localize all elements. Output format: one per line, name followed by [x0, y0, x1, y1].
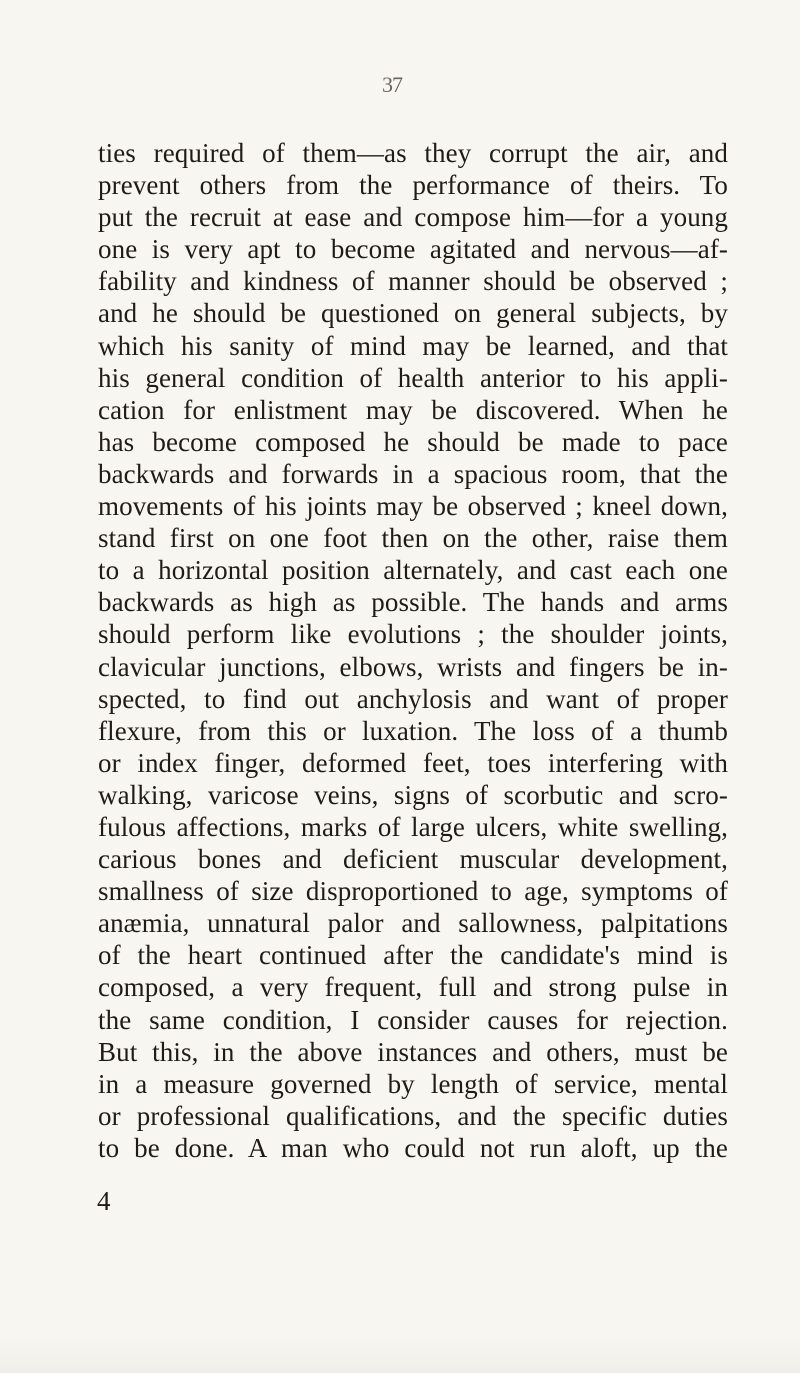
- text-line: in a measure governed by length of service, mental: [98, 1068, 728, 1099]
- text-line: should perform like evolutions ; the shoulder joints,: [98, 619, 728, 650]
- signature-mark: 4: [97, 1186, 111, 1216]
- text-line: and he should be questioned on general subjects, by: [98, 298, 728, 329]
- text-line: put the recruit at ease and compose him—for a young: [98, 202, 728, 233]
- text-line: spected, to find out anchylosis and want of proper: [98, 683, 728, 714]
- text-line: backwards as high as possible. The hands and arms: [98, 587, 728, 618]
- text-line: his general condition of health anterior to his appli-: [98, 362, 728, 393]
- text-line: composed, a very frequent, full and strong pulse in: [98, 972, 728, 1003]
- text-line: fability and kindness of manner should be observed ;: [98, 266, 728, 297]
- text-line: prevent others from the performance of theirs. To: [98, 170, 728, 201]
- text-line: has become composed he should be made to pace: [98, 426, 728, 457]
- text-line: of the heart continued after the candidate's mind is: [98, 940, 728, 971]
- text-line: the same condition, I consider causes for rejection.: [98, 1004, 728, 1035]
- text-line: to a horizontal position alternately, and cast each one: [98, 555, 728, 586]
- page-shadow: [0, 1337, 800, 1373]
- text-line: cation for enlistment may be discovered. When he: [98, 394, 728, 425]
- text-line: anæmia, unnatural palor and sallowness, palpitations: [98, 908, 728, 939]
- text-line: movements of his joints may be observed ; kneel down,: [98, 491, 728, 522]
- text-line: backwards and forwards in a spacious room, that the: [98, 458, 728, 489]
- page-number: 37: [382, 72, 402, 97]
- body-text: [98, 137, 728, 1164]
- text-line: which his sanity of mind may be learned, and that: [98, 330, 728, 361]
- text-line: one is very apt to become agitated and nervous—af-: [98, 234, 728, 265]
- text-line: walking, varicose veins, signs of scorbutic and scro-: [98, 779, 728, 810]
- text-line: or index finger, deformed feet, toes interfering with: [98, 747, 728, 778]
- text-line: flexure, from this or luxation. The loss of a thumb: [98, 715, 728, 746]
- text-line: ties required of them—as they corrupt the air, and: [98, 138, 728, 168]
- text-line: or professional qualifications, and the specific duties: [98, 1100, 728, 1131]
- text-line: carious bones and deficient muscular development,: [98, 844, 728, 875]
- text-line: to be done. A man who could not run aloft, up the: [98, 1132, 728, 1163]
- text-line: smallness of size disproportioned to age, symptoms of: [98, 876, 728, 907]
- text-line: stand first on one foot then on the other, raise them: [98, 523, 728, 554]
- text-line: clavicular junctions, elbows, wrists and fingers be in-: [98, 651, 728, 682]
- text-line: fulous affections, marks of large ulcers, white swelling,: [98, 811, 728, 842]
- text-line: But this, in the above instances and others, must be: [98, 1036, 728, 1067]
